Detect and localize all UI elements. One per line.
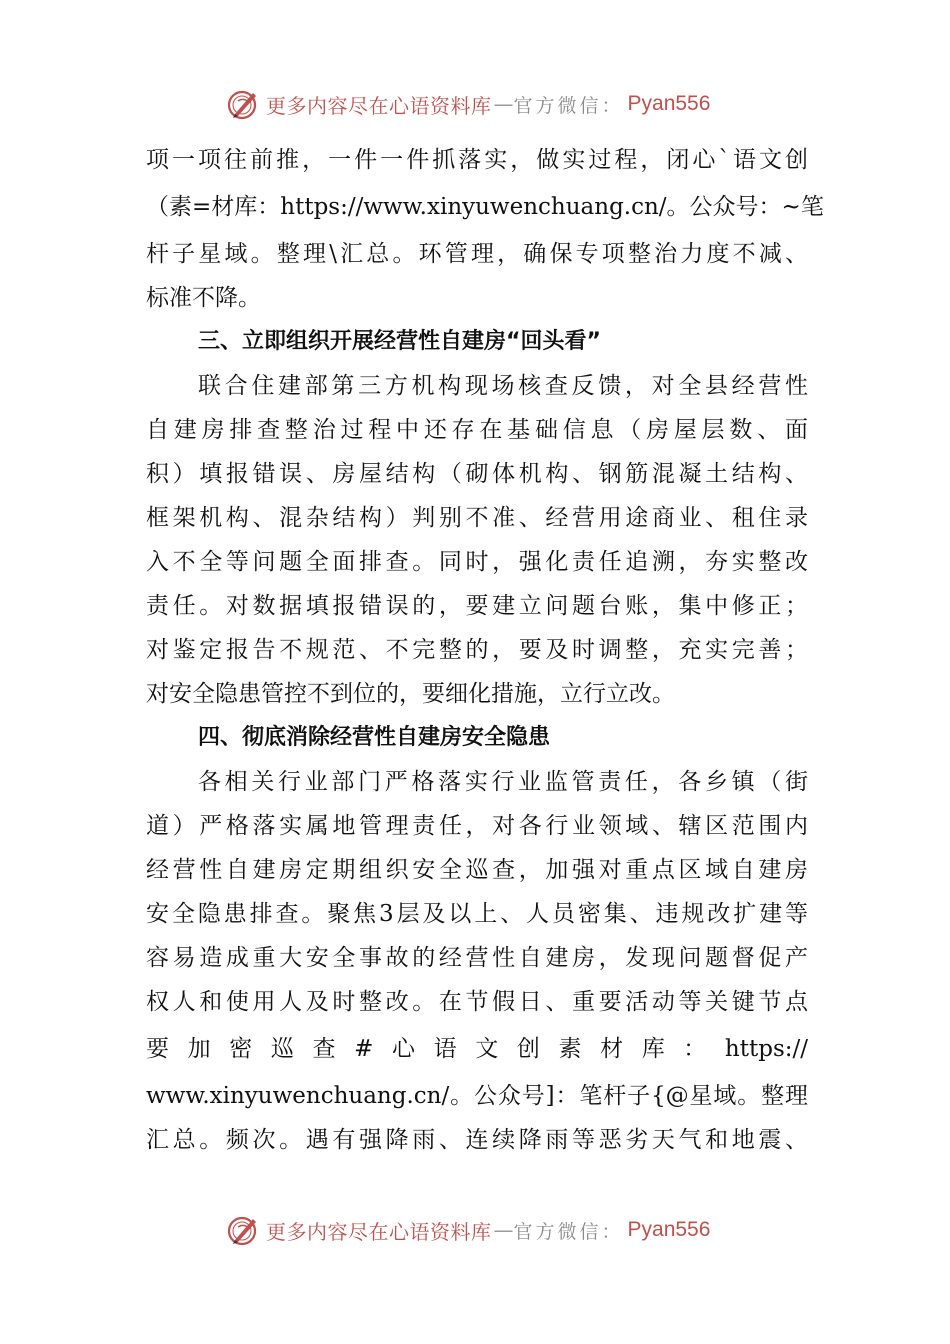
footer-dash: — [493,1218,514,1242]
document-body [146,138,824,1162]
header-brand-text: 更多内容尽在心语资料库 [266,93,492,118]
header-official-label: 官方微信： [513,94,624,117]
body-line: 杆子星域。整理\汇总。环管理，确保专项整治力度不减、 [146,241,808,267]
body-line: 汇总。频次。遇有强降雨、连续降雨等恶劣天气和地震、 [146,1127,808,1153]
pen-logo-icon [226,1213,260,1247]
body-line: 要加密巡查#心语文创素材库：https:// [146,1036,808,1062]
body-line: 经营性自建房定期组织安全巡查，加强对重点区域自建房 [146,857,808,883]
section-heading: 四、彻底消除经营性自建房安全隐患 [198,725,551,750]
body-line: 安全隐患排查。聚焦3层及以上、人员密集、违规改扩建等 [146,901,808,927]
footer-banner-content [226,1210,710,1250]
header-dash: — [493,92,514,116]
body-line: 道）严格落实属地管理责任，对各行业领域、辖区范围内 [146,813,808,839]
footer-brand-text: 更多内容尽在心语资料库 [266,1219,492,1244]
footer-wechat-id: Pyan556 [627,1218,711,1241]
body-line: 项一项往前推，一件一件抓落实，做实过程，闭心`语文创 [146,147,808,173]
body-line: 联合住建部第三方机构现场核查反馈，对全县经营性 [198,373,808,399]
body-line: 容易造成重大安全事故的经营性自建房，发现问题督促产 [146,945,808,971]
header-banner [0,80,950,126]
pen-logo-icon [226,87,260,121]
body-line: www.xinyuwenchuang.cn/。公众号]：笔杆子{@星域。整理 [146,1083,808,1109]
body-line: 积）填报错误、房屋结构（砌体机构、钢筋混凝土结构、 [146,461,808,487]
body-line: 自建房排查整治过程中还存在基础信息（房屋层数、面 [146,417,808,443]
body-line: 标准不降。 [146,285,261,311]
section-heading: 三、立即组织开展经营性自建房“回头看” [198,329,601,354]
body-line: 框架机构、混杂结构）判别不准、经营用途商业、租住录 [146,505,808,531]
footer-official-label: 官方微信： [513,1220,624,1243]
header-banner-content [226,84,710,124]
footer-banner [0,1206,950,1252]
body-line: 对安全隐患管控不到位的，要细化措施，立行立改。 [146,681,675,707]
body-line: 对鉴定报告不规范、不完整的，要及时调整，充实完善； [146,637,808,663]
body-line: 责任。对数据填报错误的，要建立问题台账，集中修正； [146,593,808,619]
body-line: 权人和使用人及时整改。在节假日、重要活动等关键节点 [146,989,808,1015]
header-wechat-id: Pyan556 [627,92,711,115]
body-line: （素=材库：https://www.xinyuwenchuang.cn/。公众号：~笔 [146,194,824,220]
body-line: 入不全等问题全面排查。同时，强化责任追溯，夯实整改 [146,549,808,575]
body-line: 各相关行业部门严格落实行业监管责任，各乡镇（街 [198,769,808,795]
